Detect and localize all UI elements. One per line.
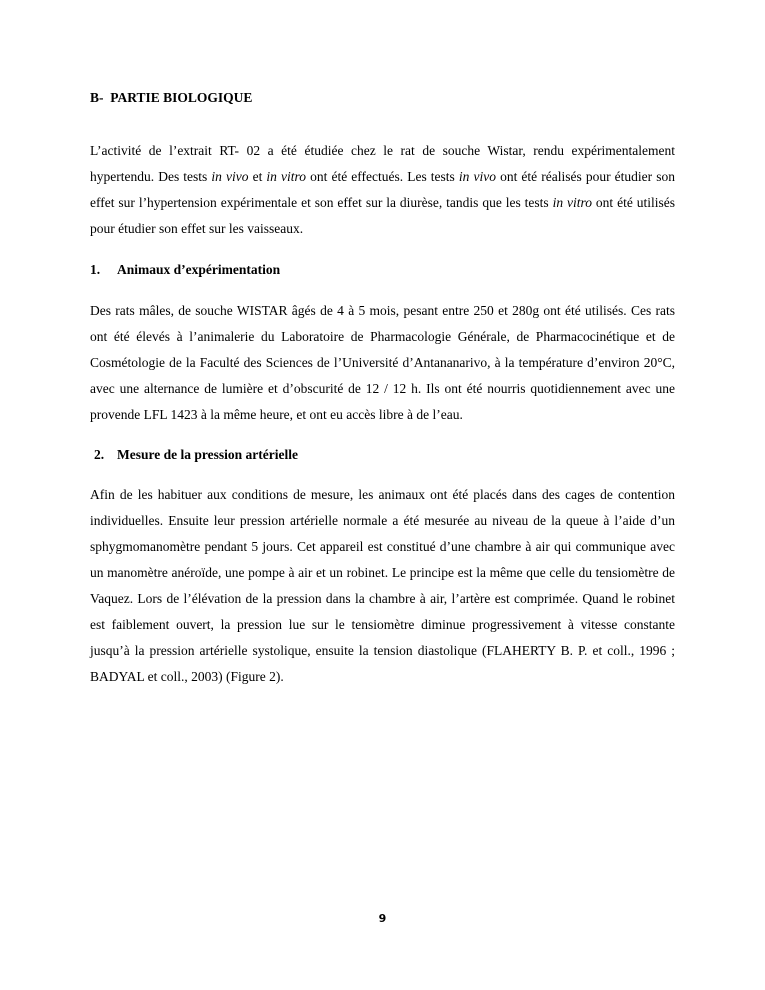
section-1-heading <box>90 260 675 280</box>
intro-paragraph <box>90 138 675 242</box>
section-2-heading <box>90 445 675 465</box>
section-2-title: Mesure de la pression artérielle <box>117 447 298 462</box>
section-1-title: Animaux d’expérimentation <box>117 262 281 277</box>
intro-italic: in vivo <box>211 169 249 184</box>
section-1-paragraph: Des rats mâles, de souche WISTAR âgés de 4 à 5 mois, pesant entre 250 et 280g ont été utilisés. Ces rats ont été élevés à l’animalerie du Laboratoire de Pharmacologie Générale, de Pharmacocinétique et de Cosmétologie de la Faculté des Sciences de l’Université d’Antananarivo, à la température d’environ 20°C, avec une alternance de lumière et d’obscurité de 12 / 12 h. Ils ont été nourris quotidiennement avec une provende LFL 1423 à la même heure, et ont eu accès libre à de l’eau. <box>90 303 675 422</box>
intro-text: ont été réalisés pour étudier son effet sur l’hypertension expérimentale et son effet sur la diurèse, tandis que les tests <box>90 169 676 210</box>
intro-italic: in vivo <box>458 169 496 184</box>
intro-text: ont été utilisés pour étudier son effet sur les vaisseaux. <box>90 195 675 236</box>
section-2-paragraph: Afin de les habituer aux conditions de mesure, les animaux ont été placés dans des cages de contention individuelles. Ensuite leur pression artérielle normale a été mesurée au niveau de la queue à l’aide d’un sphygmomanomètre pendant 5 jours. Cet appareil est constitué d’une chambre à air qui communique avec un manomètre anéroïde, une pompe à air et un robinet. Le principe est la même que celle du tensiomètre de Vaquez. Lors de l’élévation de la pression dans la chambre à air, l’artère est comprimée. Quand le robinet est faiblement ouvert, la pression lue sur le tensiomètre diminue progressivement à vitesse constante jusqu’à la pression artérielle systolique, ensuite la tension diastolique (FLAHERTY B. P. et coll., 1996 ; BADYAL et coll., 2003) (Figure 2). <box>90 487 675 684</box>
intro-italic: in vitro <box>552 195 592 210</box>
intro-text: L’activité de l’extrait RT- 02 a été étudiée chez le rat de souche Wistar, rendu expérimentalement hypertendu. Des tests <box>90 143 675 184</box>
section-2-number: 2. <box>94 447 105 462</box>
intro-text: et <box>248 169 267 184</box>
page-number: 9 <box>378 912 387 925</box>
intro-italic: in vitro <box>266 169 307 184</box>
intro-text: ont été effectués. Les tests <box>306 169 459 184</box>
document-page <box>90 88 675 690</box>
section-title: B- PARTIE BIOLOGIQUE <box>90 90 253 105</box>
section-1-number: 1. <box>90 262 101 277</box>
